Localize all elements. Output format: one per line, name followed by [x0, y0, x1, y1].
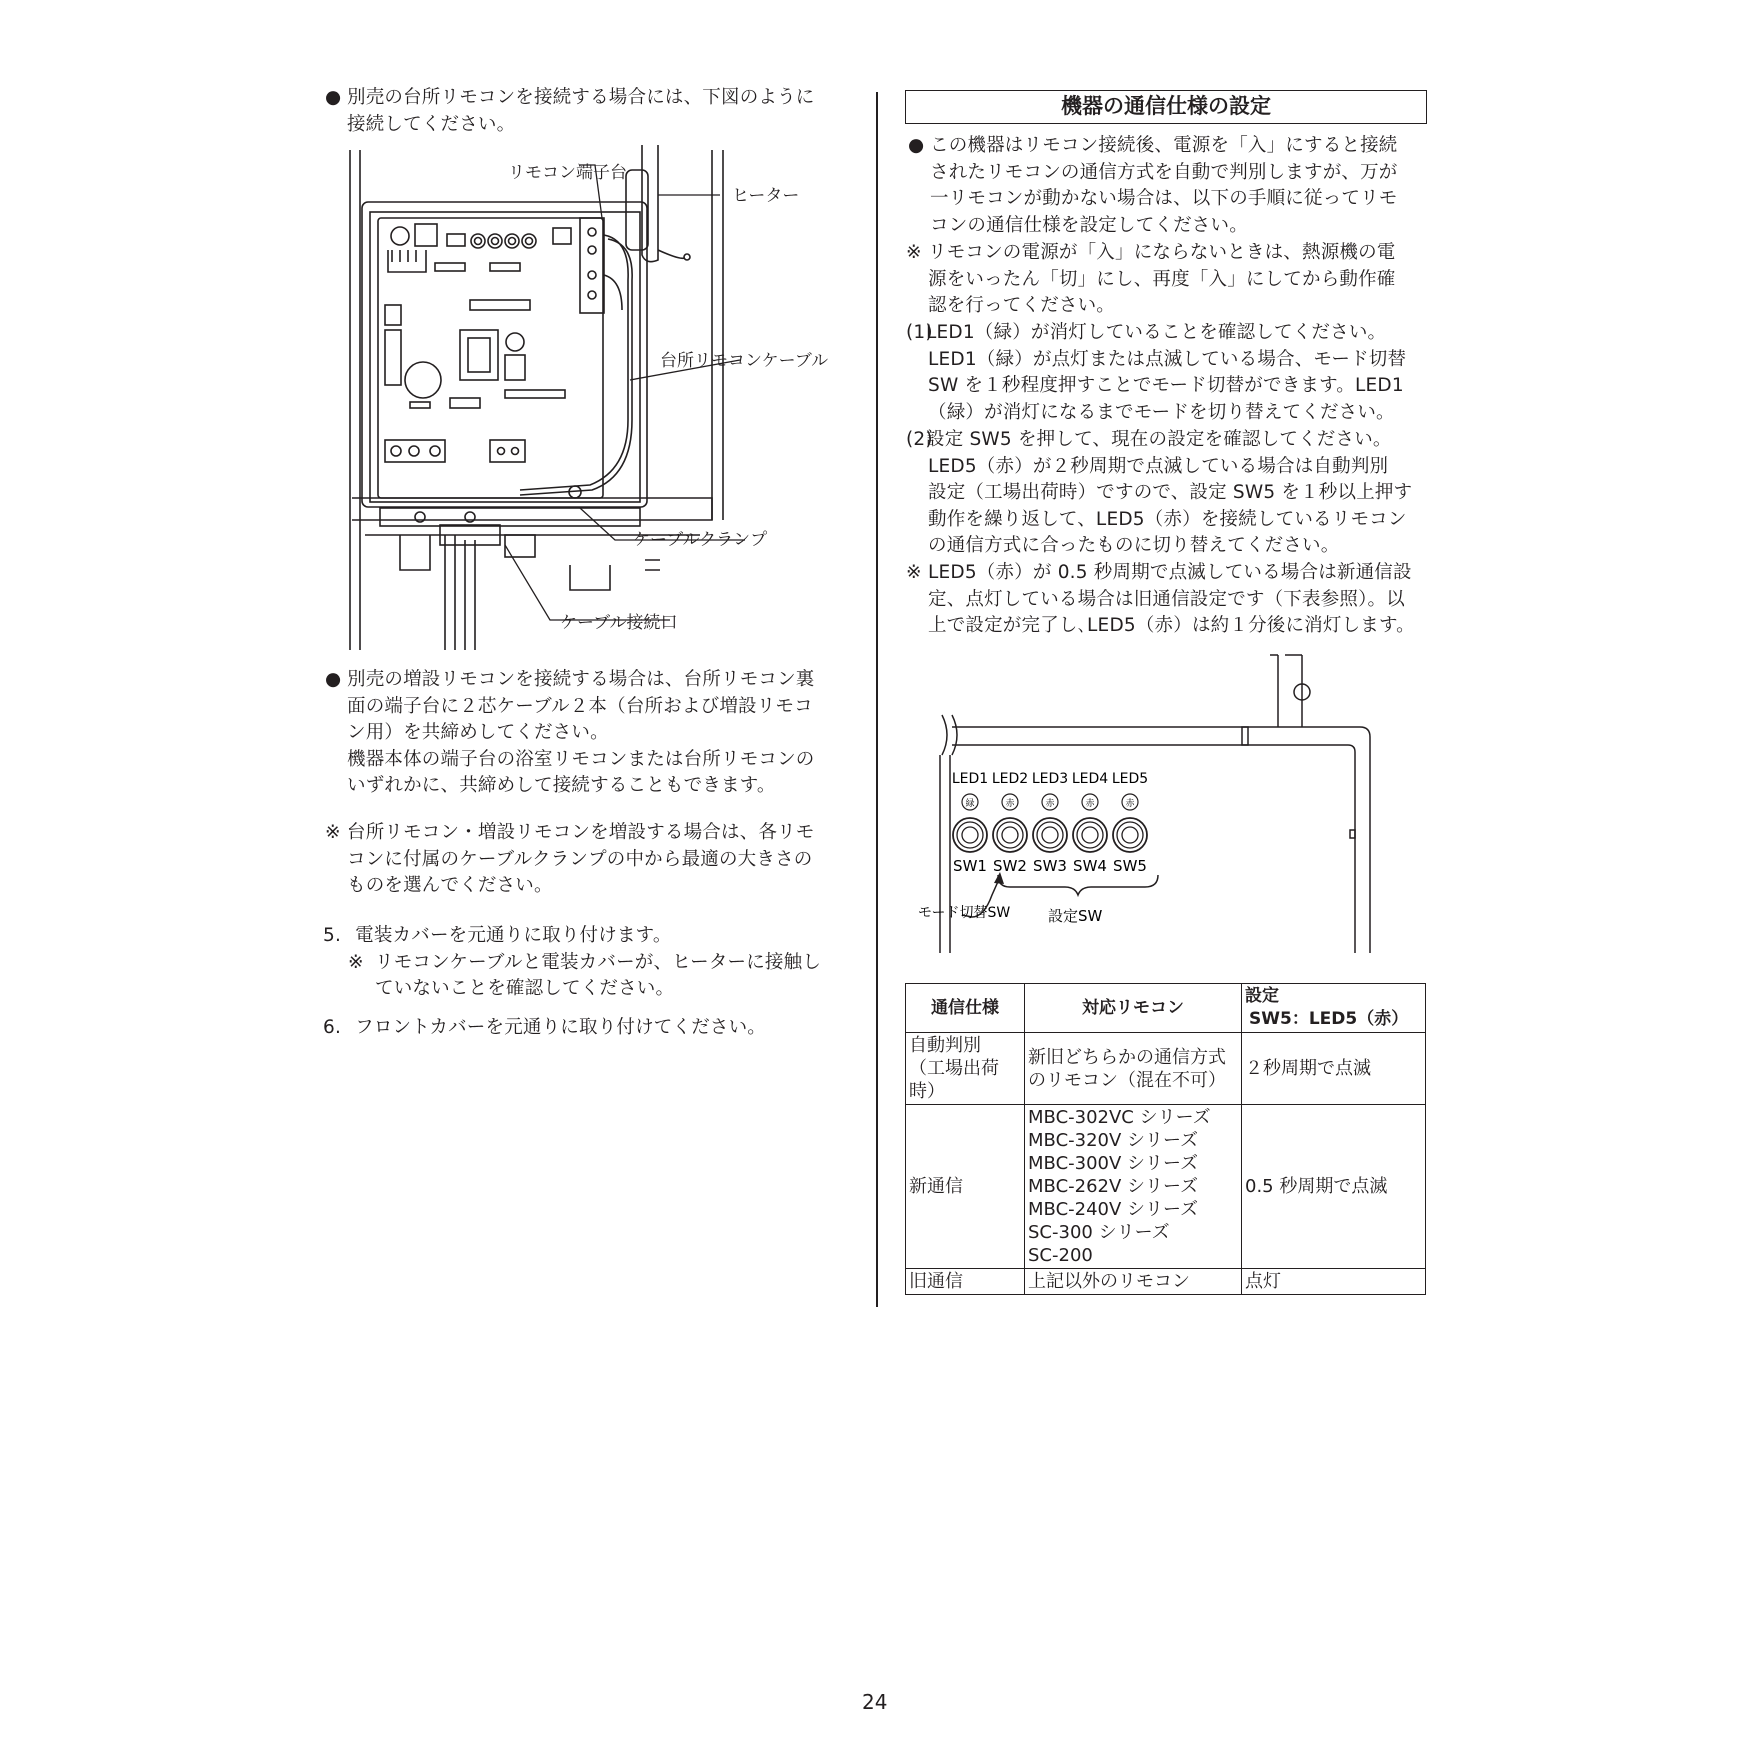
- step-text: 電装カバーを元通りに取り付けます。: [355, 925, 672, 946]
- text-line: 上で設定が完了し､LED5（赤）は約１分後に消灯します。: [928, 615, 1415, 636]
- cell-line: 上記以外のリモコン: [1028, 1271, 1190, 1292]
- note-marker: ※: [906, 562, 922, 583]
- left-note-1: [325, 820, 855, 900]
- cell-spec: [906, 1269, 1025, 1295]
- right-note-1: [906, 240, 1436, 320]
- led-label: LED2: [991, 771, 1029, 787]
- led-label: LED5: [1111, 771, 1149, 787]
- text-line: 台所リモコン・増設リモコンを増設する場合は、各リモ: [347, 822, 815, 843]
- text-line: いずれかに、共締めして接続することもできます。: [347, 775, 776, 796]
- cell-setting: 点灯: [1242, 1269, 1426, 1295]
- note-marker: ※: [325, 822, 341, 843]
- cell-line: MBC-262V シリーズ: [1028, 1176, 1199, 1197]
- header-setting-sub: SW5：LED5（赤）: [1249, 1009, 1409, 1029]
- page-number: 24: [862, 1690, 888, 1714]
- step-5: [323, 923, 863, 1003]
- cell-spec: [906, 1105, 1025, 1269]
- text-line: コンの通信仕様を設定してください。: [930, 214, 1248, 236]
- table-row: [906, 1105, 1426, 1269]
- text-line: の通信方式に合ったものに切り替えてください。: [928, 535, 1340, 556]
- switch-button-ring: [957, 822, 983, 848]
- switch-button-ring: [1077, 822, 1103, 848]
- communication-spec-table: [905, 983, 1426, 1295]
- switch-button-ring: [1002, 827, 1018, 843]
- cell-line: MBC-300V シリーズ: [1028, 1153, 1199, 1174]
- text-line: ものを選んでください。: [347, 875, 553, 896]
- led-label: LED4: [1071, 771, 1109, 787]
- text-line: LED1（緑）が消灯していることを確認してください。: [926, 322, 1387, 343]
- text-line: ン用）を共締めしてください。: [347, 722, 609, 743]
- text-line: 面の端子台に２芯ケーブル２本（台所および増設リモコ: [347, 695, 813, 717]
- led-label: LED1: [951, 771, 989, 787]
- cell-line: 新通信: [909, 1176, 963, 1197]
- text-line: （緑）が消灯になるまでモードを切り替えてください。: [928, 401, 1395, 423]
- cell-line: 旧通信: [909, 1271, 963, 1292]
- text-line: 源をいったん「切」にし、再度「入」にしてから動作確: [928, 268, 1396, 290]
- text-line: 機器本体の端子台の浴室リモコンまたは台所リモコンの: [347, 748, 815, 770]
- led-color-label: 緑: [965, 799, 975, 809]
- cell-line: 自動判別: [909, 1035, 981, 1056]
- left-bullet-1: [325, 85, 855, 138]
- led-label: LED3: [1031, 771, 1069, 787]
- right-note-2: [906, 560, 1436, 640]
- bullet-marker: ●: [325, 669, 342, 690]
- switch-button-ring: [1082, 827, 1098, 843]
- cell-setting: 0.5 秒周期で点滅: [1242, 1105, 1426, 1269]
- switch-button-ring: [997, 822, 1023, 848]
- text-line: 設定（工場出荷時）ですので、設定 SW5 を１秒以上押す: [928, 482, 1413, 503]
- text-line: 一リモコンが動かない場合は、以下の手順に従ってリモ: [930, 188, 1398, 209]
- switch-label: SW3: [1033, 857, 1067, 875]
- cable-port-label: ケーブル接続口: [560, 613, 678, 633]
- heater-interior-figure: [340, 140, 840, 650]
- cell-remotes: [1025, 1033, 1242, 1105]
- text-line: 動作を繰り返して、LED5（赤）を接続しているリモコン: [928, 508, 1407, 530]
- step-number: 5.: [323, 925, 342, 946]
- switch-button-ring: [1042, 827, 1058, 843]
- switch-button-ring: [962, 827, 978, 843]
- cell-line: （工場出荷時）: [909, 1058, 999, 1102]
- cell-remotes: [1025, 1269, 1242, 1295]
- bullet-marker: ●: [325, 87, 342, 108]
- setting-switch-label: 設定SW: [1048, 907, 1103, 925]
- switch-label: SW5: [1113, 857, 1147, 875]
- step-number: (2): [906, 429, 933, 450]
- led-color-label: 赤: [1005, 799, 1015, 809]
- text-line: 別売の増設リモコンを接続する場合は、台所リモコン裏: [347, 669, 815, 690]
- switch-label: SW4: [1073, 857, 1107, 875]
- section-title: 機器の通信仕様の設定: [905, 90, 1427, 124]
- header-spec: 通信仕様: [906, 984, 1025, 1033]
- right-step-2: [906, 427, 1436, 560]
- mode-switch-label: モード切替SW: [918, 905, 1011, 921]
- header-remote: 対応リモコン: [1025, 984, 1242, 1033]
- led-color-label: 赤: [1125, 799, 1135, 809]
- heater-label: ヒーター: [732, 186, 800, 206]
- switch-button-ring: [1113, 818, 1147, 852]
- step-number: 6.: [323, 1017, 342, 1038]
- cell-setting: ２秒周期で点滅: [1242, 1033, 1426, 1105]
- text-line: リモコンケーブルと電装カバーが、ヒーターに接触し: [375, 951, 822, 973]
- header-setting-title: 設定: [1245, 986, 1279, 1006]
- led-color-label: 赤: [1085, 799, 1095, 809]
- led-switch-diagram: [918, 655, 1390, 955]
- cell-line: MBC-302VC シリーズ: [1028, 1107, 1211, 1128]
- text-line: コンに付属のケーブルクランプの中から最適の大きさの: [347, 848, 813, 870]
- step-number: (1): [906, 322, 933, 343]
- right-bullet-1: [908, 133, 1438, 239]
- text-line: 接続してください。: [347, 113, 516, 135]
- switch-button-ring: [1122, 827, 1138, 843]
- cell-line: SC-300 シリーズ: [1028, 1222, 1170, 1243]
- switch-button-ring: [1073, 818, 1107, 852]
- note-marker: ※: [906, 242, 922, 263]
- text-line: リモコンの電源が「入」にならないときは、熱源機の電: [928, 242, 1396, 263]
- cell-line: MBC-320V シリーズ: [1028, 1130, 1199, 1151]
- switch-button-ring: [1033, 818, 1067, 852]
- text-line: LED5（赤）が 0.5 秒周期で点滅している場合は新通信設: [928, 562, 1412, 583]
- cell-remotes: [1025, 1105, 1242, 1269]
- left-bullet-2: [325, 667, 855, 800]
- text-line: SW を１秒程度押すことでモード切替ができます。LED1: [928, 375, 1404, 396]
- cell-line: 新旧どちらかの通信方式: [1028, 1046, 1226, 1068]
- right-step-1: [906, 320, 1436, 426]
- text-line: されたリモコンの通信方式を自動で判別しますが、万が: [930, 161, 1398, 183]
- switch-label: SW2: [993, 857, 1027, 875]
- cell-spec: [906, 1033, 1025, 1105]
- led-color-label: 赤: [1045, 799, 1055, 809]
- text-line: 定、点灯している場合は旧通信設定です（下表参照）。以: [928, 588, 1405, 610]
- table-row: [906, 1269, 1426, 1295]
- text-line: この機器はリモコン接続後、電源を「入」にすると接続: [930, 135, 1398, 156]
- note-marker: ※: [348, 951, 364, 973]
- cell-line: MBC-240V シリーズ: [1028, 1199, 1199, 1220]
- switch-button-ring: [1037, 822, 1063, 848]
- text-line: 設定 SW5 を押して、現在の設定を確認してください。: [926, 429, 1392, 450]
- cable-clamp-label: ケーブルクランプ: [633, 530, 768, 550]
- switch-button-ring: [953, 818, 987, 852]
- switch-button-ring: [993, 818, 1027, 852]
- step-text: フロントカバーを元通りに取り付けてください。: [355, 1017, 767, 1038]
- cell-line: SC-200: [1028, 1245, 1093, 1266]
- step-6: [323, 1015, 863, 1042]
- bullet-marker: ●: [908, 135, 925, 156]
- text-line: 認を行ってください。: [928, 295, 1116, 316]
- switch-label: SW1: [953, 857, 987, 875]
- text-line: 別売の台所リモコンを接続する場合には、下図のように: [347, 87, 815, 108]
- header-setting: [1242, 984, 1426, 1033]
- switch-button-ring: [1117, 822, 1143, 848]
- kitchen-cable-label: 台所リモコンケーブル: [660, 351, 829, 371]
- text-line: LED1（緑）が点灯または点滅している場合、モード切替: [928, 348, 1407, 370]
- table-row: [906, 1033, 1426, 1105]
- text-line: ていないことを確認してください。: [375, 978, 675, 999]
- cell-line: のリモコン（混在不可）: [1028, 1069, 1226, 1091]
- terminal-label: リモコン端子台: [508, 163, 627, 183]
- column-divider: [876, 92, 878, 1307]
- text-line: LED5（赤）が２秒周期で点滅している場合は自動判別: [928, 455, 1389, 477]
